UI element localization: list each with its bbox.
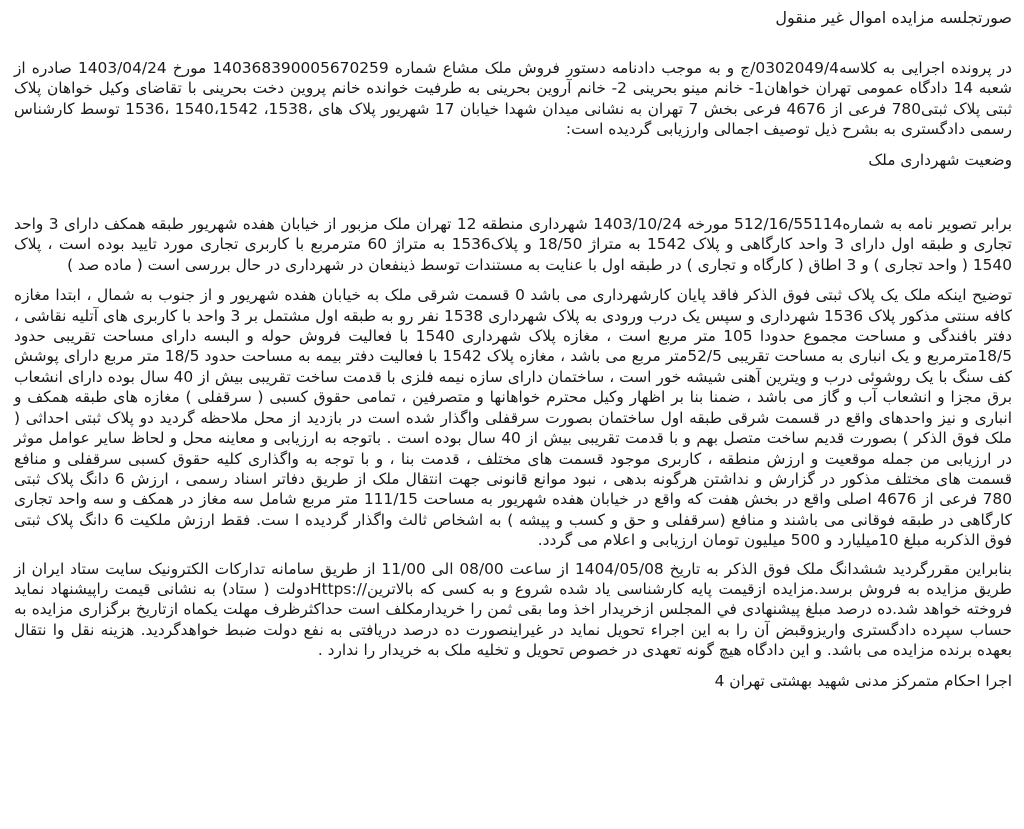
municipality-letter-paragraph: برابر تصویر نامه به شماره512/16/55114 مورخه 1403/10/24 شهرداری منطقه 12 تهران ملک مزبور از خیابان هفده شهریور طبقه همکف دارای 3 واحد تجاری و طبقه اول دارای 3 واحد کارگاهی و پلاک 1542 به متراژ 18/50 و پلاک1536 به متراژ 60 مترمربع با کاربری تجاری مورد تایید بوده است ، پلاک 1540 ( واحد تجاری ) و 3 اطاق ( کارگاه و تجاری ) در طبقه اول با عنایت به مستندات توسط ذینفعان در شهرداری در حال بررسی است ( ماده صد ) (14, 215, 1012, 274)
case-details-paragraph: در پرونده اجرایی به کلاسه0302049/4/ج و به موجب دادنامه دستور فروش ملک مشاع شماره 140368390005670259 مورخ 1403/04/24 صادره از شعبه 14 دادگاه عمومی تهران خواهان1- خانم مینو بحرینی 2- خانم آروین بحرینی به طرفیت خوانده خانم پروین دخت بحرینی با تقاضای وکیل خواهان پلاک ثبتی پلاک ثبتی780 فرعی از 4676 فرعی بخش 7 تهران به نشانی میدان شهدا خیابان 17 شهریور پلاک های ،1538، 1540،1542 ،1536 توسط کارشناس رسمی دادگستری به بشرح ذیل توصیف اجمالی وارزیابی گردیده است: (14, 59, 1013, 139)
property-description-paragraph: توضیح اینکه ملک یک پلاک ثبتی فوق الذکر فاقد پایان کارشهرداری می باشد 0 قسمت شرقی ملک به خیابان هفده شهریور و از جنوب به شمال ، ابتدا مغازه کافه سنتی مذکور پلاک 1536 شهرداری و سپس یک درب ورودی به پلاک شهرداری 1538 نفر رو به طبقه اول مشتمل بر 3 واحد با کاربری های آتلیه نقاشی ، دفتر بافندگی و مساحت مجموع حدودا 105 متر مربع است ، مغازه پلاک شهرداری 1540 با فعالیت فروش حوله و البسه دارای مساحت تقریبی حدود 18/5مترمربع و یک انباری به مساحت تقریبی 52/5متر مربع می باشد ، مغازه پلاک 1542 با فعالیت دفتر بیمه به مساحت حدود 18/5 متر مربع دارای پوشش کف سنگ با یک روشوئی درب و ویترین آهنی شیشه خور است ، ساختمان دارای سازه نیمه فلزی با قدمت ساخت تقریبی بیش از 40 سال بوده دارای انشعاب برق مجزا و انشعاب آب و گاز می باشد ، ضمنا بنا بر اظهار وکیل محترم خواهانها و متصرفین ، تمامی حقوق کسبی ( سرقفلی ) مغازه های طبقه همکف و انباری و نیز واحدهای واقع در قسمت شرقی طبقه اول ساختمان بصورت سرقفلی واگذار شده است در بازدید از محل ملاحظه گردید دو پلاک ثبتی احداثی ( ملک فوق الذکر ) بصورت قدیم ساخت متصل بهم و با قدمت تقریبی بیش از 40 سال بوده است . باتوجه به ارزیابی و معاینه محل و لحاظ سایر عوامل موثر در ارزیابی من جمله موقعیت و ارزش منطقه ، کاربری موجود قسمت های مختلف ، قدمت بنا ، و با توجه به واگذاری کلیه حقوق کسبی سرقفلی و منافع قسمت های مختلف مذکور در گزارش و نداشتن هرگونه بدهی ، نبود موانع قانونی جهت انتقال ملک از طریق دفاتر اسناد رسمی ، ارزش 6 دانگ پلاک ثبتی 780 فرعی از 4676 اصلی واقع در بخش هفت که واقع در خیابان هفده شهریور به مساحت 111/15 متر مربع شامل سه مغاز در همکف و سه واحد تجاری کارگاهی در طبقه فوقانی می باشند و منافع (سرقفلی و حق و کسب و پیشه ) به اشخاص ثالث واگذار گردیده ا ست. فقط ارزش ملکیت 6 دانگ پلاک ثبتی فوق الذکربه مبلغ 10میلیارد و 500 میلیون تومان ارزیابی و اعلام می گردد. (14, 286, 1013, 550)
issuer-signature-line: اجرا احکام متمرکز مدنی شهید بهشتی تهران 4 (714, 671, 1012, 690)
municipality-status-heading: وضعیت شهرداری ملک (868, 150, 1012, 169)
document-title: صورتجلسه مزایده اموال غیر منقول (775, 8, 1012, 27)
auction-terms-paragraph: بنابراین مقررگردید ششدانگ ملک فوق الذکر به تاریخ 1404/05/08 از ساعت 08/00 الی 11/00 از طریق سامانه تدارکات الکترونیک سایت ستاد ایران از طریق مزایده به فروش برسد.مزایده ازقیمت پایه کارشناسی یاد شده شروع و به کسی که بالاترین//:Httpsدولت ( ستاد) به نشانی قیمت راپیشنهاد نماید فروخته خواهد شد.ده درصد مبلغ پیشنهادی في المجلس ازخریدار اخذ وما بقی ثمن را خریدارمکلف است حداکثرظرف مهلت یکماه ازتاریخ برگزاری مزایده به حساب سپرده دادگستری واریزوقبض آن را به این اجراء تحویل نماید در غیراینصورت ده درصد دریافتی به نفع دولت ضبط خواهدگردید. هزینه نقل وا نتقال بعهده برنده مزایده می باشد. و این دادگاه هیچ گونه تعهدی در خصوص تحویل و تخلیه ملک به خریدار را ندارد . (14, 559, 1012, 660)
